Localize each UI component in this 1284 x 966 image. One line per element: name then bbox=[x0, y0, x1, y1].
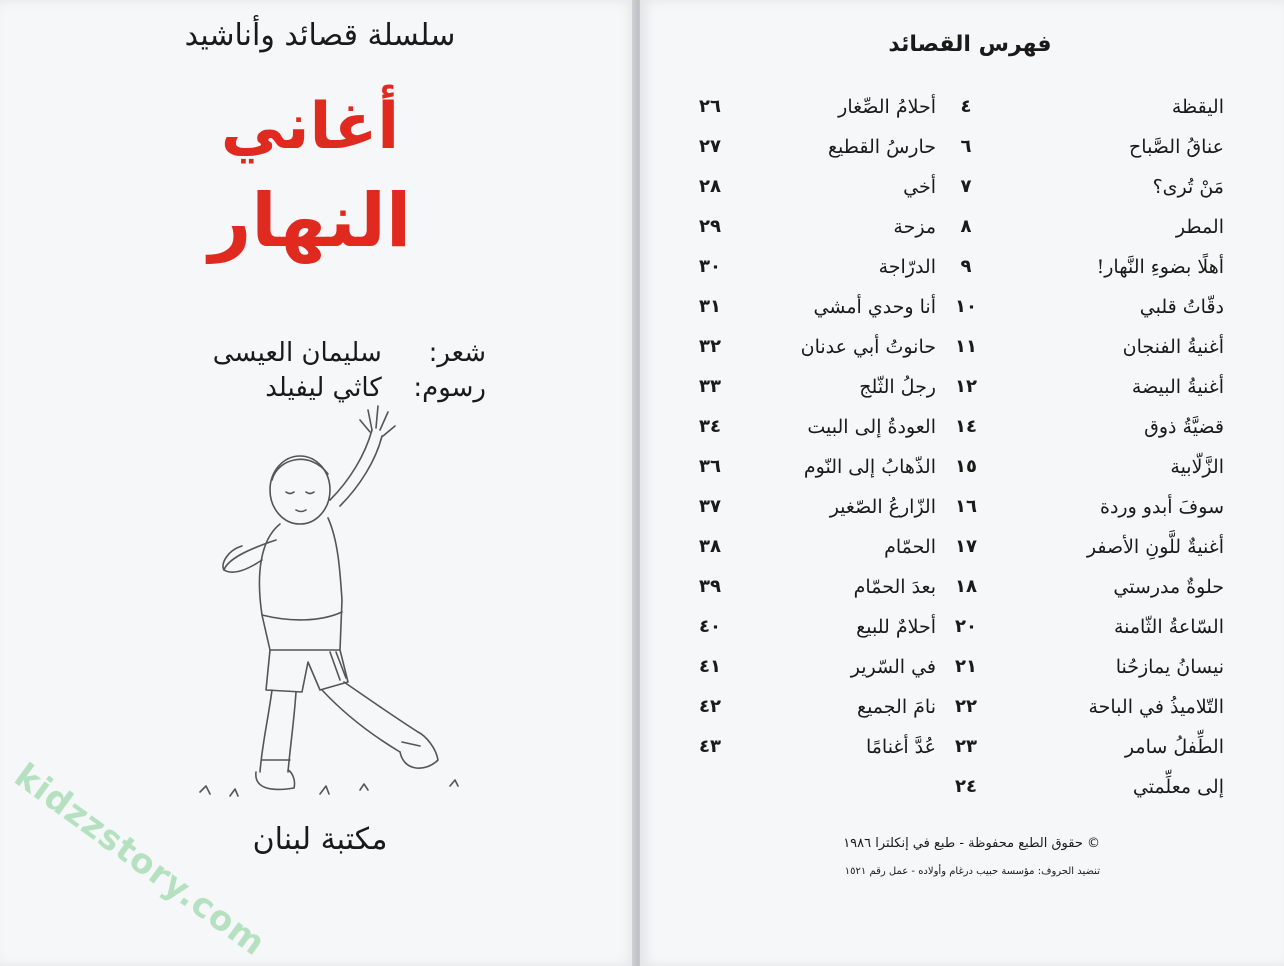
toc-entry bbox=[936, 570, 1224, 610]
toc-entry-page: ٤٣ bbox=[699, 736, 721, 757]
toc-entry bbox=[936, 370, 1224, 410]
left-page bbox=[0, 0, 636, 966]
toc-entry bbox=[936, 330, 1224, 370]
toc-entry bbox=[680, 530, 936, 570]
toc-entry-page: ١٨ bbox=[955, 576, 977, 597]
toc-entry bbox=[936, 250, 1224, 290]
toc-entry-title: أنا وحدي أمشي bbox=[813, 296, 936, 318]
toc-entry-page: ٣٣ bbox=[699, 376, 721, 397]
toc-entry bbox=[936, 170, 1224, 210]
toc-entry-page: ٤ bbox=[960, 96, 972, 117]
book-title-line1: أغاني bbox=[220, 90, 400, 164]
toc-entry-title: مَنْ تُرى؟ bbox=[1152, 176, 1224, 198]
toc-entry bbox=[936, 410, 1224, 450]
series-title: سلسلة قصائد وأناشيد bbox=[184, 18, 456, 53]
toc-entry-title: أغنيةُ الفنجان bbox=[1122, 336, 1224, 358]
toc-entry-page: ٢٤ bbox=[955, 776, 977, 797]
toc-entry-page: ١٧ bbox=[955, 536, 977, 557]
watermark-text: kidzzstory.com bbox=[7, 755, 273, 965]
credit-illustrations bbox=[265, 373, 486, 403]
toc-entry-title: أهلًا بضوءِ النَّهار! bbox=[1096, 256, 1224, 278]
toc-entry-title: أخي bbox=[903, 176, 936, 198]
toc-entry-title: نامَ الجميع bbox=[856, 696, 936, 718]
toc-entry-title: المطر bbox=[1175, 216, 1224, 238]
toc-entry-page: ١٦ bbox=[955, 496, 977, 517]
toc-entry-title: أحلامٌ للبيع bbox=[856, 616, 936, 638]
toc-entry-page: ٢٠ bbox=[955, 616, 977, 637]
toc-entry-title: رجلُ الثّلج bbox=[859, 376, 936, 398]
credit-poetry-label: شعر: bbox=[428, 338, 486, 368]
toc-entry bbox=[680, 170, 936, 210]
toc-entry bbox=[680, 730, 936, 770]
credit-illustrations-label: رسوم: bbox=[413, 373, 486, 403]
toc-entry bbox=[680, 130, 936, 170]
toc-entry-title: حارسُ القطيع bbox=[827, 136, 936, 158]
toc-entry-page: ٧ bbox=[960, 176, 972, 197]
toc-entry-title: اليقظة bbox=[1171, 96, 1224, 118]
toc-entry-page: ١٠ bbox=[955, 296, 977, 317]
toc-entry-page: ٣٩ bbox=[699, 576, 721, 597]
toc-entry bbox=[936, 690, 1224, 730]
typesetting-credit: تنضيد الحروف: مؤسسة حبيب درغام وأولاده - عمل رقم ١٥٢١ bbox=[844, 866, 1100, 877]
toc-entry-title: مزحة bbox=[893, 216, 936, 238]
credit-poetry bbox=[213, 338, 486, 368]
credit-illustrations-value: كاثي ليفيلد bbox=[265, 373, 382, 403]
toc-column-left bbox=[680, 90, 936, 770]
toc-entry bbox=[936, 450, 1224, 490]
toc-entry-title: أغنيةُ البيضة bbox=[1131, 376, 1224, 398]
toc-entry bbox=[680, 370, 936, 410]
toc-entry-page: ٨ bbox=[960, 216, 972, 237]
toc-entry bbox=[680, 250, 936, 290]
toc-entry-title: السّاعةُ الثّامنة bbox=[1113, 616, 1224, 638]
toc-entry-page: ٤١ bbox=[699, 656, 721, 677]
toc-entry-title: عُدَّ أغنامًا bbox=[865, 736, 936, 758]
toc-entry-title: الزّارعُ الصّغير bbox=[829, 496, 936, 518]
toc-entry-title: سوفَ أبدو وردة bbox=[1100, 496, 1224, 518]
toc-entry-page: ٦ bbox=[960, 136, 972, 157]
toc-entry-page: ٢١ bbox=[955, 656, 977, 677]
toc-entry bbox=[936, 130, 1224, 170]
toc-entry bbox=[680, 210, 936, 250]
toc-entry-title: الدرّاجة bbox=[878, 256, 936, 278]
toc-entry-page: ١٥ bbox=[955, 456, 977, 477]
toc-entry bbox=[936, 770, 1224, 810]
toc-entry-page: ١٢ bbox=[955, 376, 977, 397]
book-title-line2: النهار bbox=[208, 178, 412, 264]
credit-poetry-value: سليمان العيسى bbox=[212, 338, 382, 368]
toc-entry-title: الذّهابُ إلى النّوم bbox=[803, 456, 936, 478]
toc-entry-page: ٣١ bbox=[699, 296, 721, 317]
toc-entry bbox=[680, 330, 936, 370]
toc-entry bbox=[936, 610, 1224, 650]
toc-entry-title: الطِّفلُ سامر bbox=[1124, 736, 1224, 758]
toc-entry-page: ١٤ bbox=[955, 416, 977, 437]
boy-sketch-illustration bbox=[190, 400, 470, 800]
toc-entry bbox=[680, 450, 936, 490]
toc-entry-title: بعدَ الحمّام bbox=[853, 576, 936, 598]
toc-title: فهرس القصائد bbox=[888, 32, 1052, 57]
toc-entry-title: أغنيةٌ للَّونِ الأصفر bbox=[1086, 536, 1224, 558]
toc-entry-page: ١١ bbox=[955, 336, 977, 357]
toc-entry bbox=[936, 490, 1224, 530]
toc-entry bbox=[936, 730, 1224, 770]
toc-entry-title: التّلاميذُ في الباحة bbox=[1088, 696, 1224, 718]
toc-entry-title: حانوتُ أبي عدنان bbox=[800, 336, 936, 358]
toc-entry-title: أحلامُ الصِّغار bbox=[838, 96, 936, 118]
toc-entry-title: الزَّلّابية bbox=[1170, 456, 1224, 478]
toc-entry-page: ٣٨ bbox=[699, 536, 721, 557]
toc-entry bbox=[680, 410, 936, 450]
toc-entry bbox=[680, 570, 936, 610]
toc-entry-page: ٢٢ bbox=[955, 696, 977, 717]
toc-entry-title: دقّاتُ قلبي bbox=[1139, 296, 1224, 318]
toc-entry-page: ٣٢ bbox=[699, 336, 721, 357]
toc-entry-page: ٣٤ bbox=[699, 416, 721, 437]
toc-entry-page: ٢٨ bbox=[699, 176, 721, 197]
copyright-notice: © حقوق الطبع محفوظة - طبع في إنكلترا ١٩٨٦ bbox=[843, 836, 1100, 851]
toc-entry-title: الحمّام bbox=[884, 536, 936, 558]
publisher-name: مكتبة لبنان bbox=[252, 822, 388, 857]
toc-entry-title: قضيَّةُ ذوق bbox=[1144, 416, 1224, 438]
toc-entry-title: عناقُ الصَّباح bbox=[1129, 136, 1224, 158]
toc-entry-page: ٤٠ bbox=[699, 616, 721, 637]
toc-entry-title: نيسانُ يمازحُنا bbox=[1115, 656, 1224, 678]
toc-entry-title: العودةُ إلى البيت bbox=[807, 416, 936, 438]
toc-entry bbox=[936, 650, 1224, 690]
toc-entry-title: في السّرير bbox=[850, 656, 936, 678]
toc-entry-page: ٣٧ bbox=[699, 496, 721, 517]
toc-entry-page: ٢٣ bbox=[955, 736, 977, 757]
toc-entry bbox=[680, 650, 936, 690]
toc-entry bbox=[936, 290, 1224, 330]
toc-entry-page: ٩ bbox=[960, 256, 972, 277]
toc-entry-page: ٤٢ bbox=[699, 696, 721, 717]
toc-entry-title: إلى معلِّمتي bbox=[1132, 776, 1224, 798]
toc-entry bbox=[680, 490, 936, 530]
toc-entry bbox=[680, 290, 936, 330]
toc-column-right bbox=[936, 90, 1224, 810]
toc-entry bbox=[680, 610, 936, 650]
toc-entry-page: ٢٩ bbox=[699, 216, 721, 237]
toc-entry-page: ٢٦ bbox=[699, 96, 721, 117]
toc-entry bbox=[680, 90, 936, 130]
toc-entry bbox=[680, 690, 936, 730]
toc-entry bbox=[936, 210, 1224, 250]
toc-entry bbox=[936, 90, 1224, 130]
toc-entry-title: حلوةٌ مدرستي bbox=[1113, 576, 1224, 598]
toc-entry bbox=[936, 530, 1224, 570]
toc-entry-page: ٣٦ bbox=[699, 456, 721, 477]
toc-entry-page: ٣٠ bbox=[699, 256, 721, 277]
toc-entry-page: ٢٧ bbox=[699, 136, 721, 157]
